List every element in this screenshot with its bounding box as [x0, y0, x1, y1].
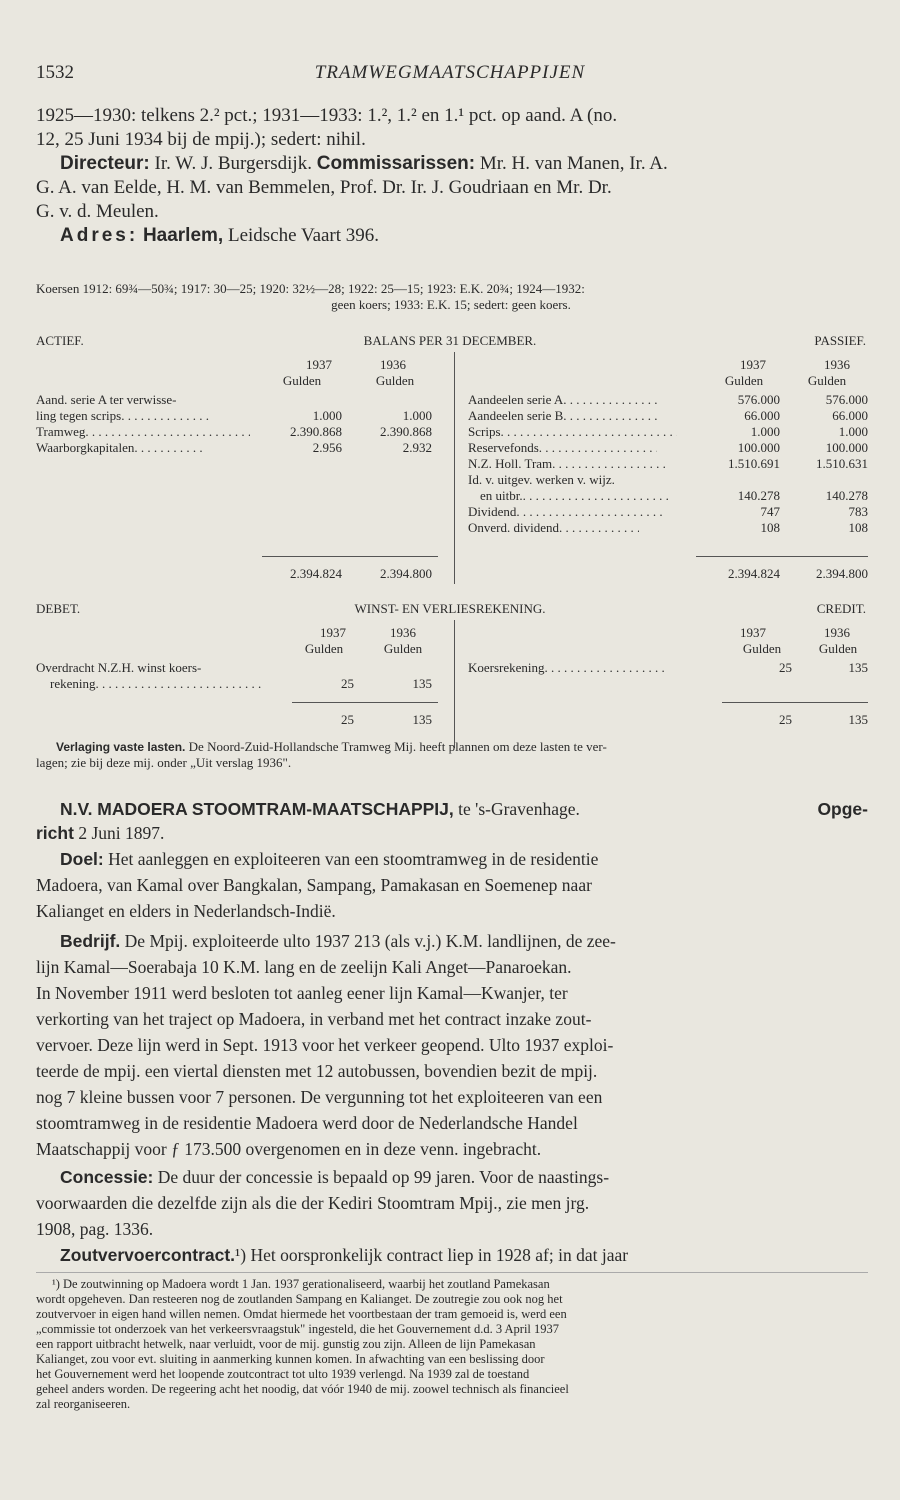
passief-row	[468, 408, 690, 423]
credit-total-rule	[722, 702, 868, 703]
bedrijf-text: De Mpij. exploiteerde ulto 1937 213 (als v.j.) K.M. landlijnen, de zee-	[120, 931, 616, 951]
credit-value-1937: 25	[779, 660, 792, 675]
actief-label: Aand. serie A ter verwisse-	[36, 392, 177, 407]
bedrijf-line-3: In November 1911 werd besloten tot aanleg eener lijn Kamal—Kwanjer, ter	[36, 983, 568, 1003]
zout-line-1	[60, 1244, 628, 1266]
zout-label: Zoutvervoercontract.	[60, 1245, 236, 1265]
actief-value: 2.956	[312, 440, 342, 455]
bedrijf-line-2: lijn Kamal—Soerabaja 10 K.M. lang en de zeelijn Kali Anget—Panaroekan.	[36, 957, 572, 977]
bedrijf-line-8: stoomtramweg in de residentie Madoera werd door de Nederlandsche Handel	[36, 1113, 578, 1133]
bedrijf-line-6: teerde de mpij. een viertal diensten met 12 autobussen, bovendien bezit de mpij.	[36, 1061, 598, 1081]
footnote-line-1: ¹) De zoutwinning op Madoera wordt 1 Jan. 1937 gerationaliseerd, waarbij het zoutland Pamekasan	[52, 1277, 550, 1291]
actief-year-1936: 1936	[380, 357, 406, 372]
directeur-label: Directeur:	[60, 153, 150, 174]
passief-value: 108	[760, 520, 780, 535]
verlaging-text: De Noord-Zuid-Hollandsche Tramweg Mij. heeft plannen om deze lasten te ver-	[185, 739, 607, 754]
adres-city: Haarlem,	[142, 225, 224, 246]
adres-line	[60, 224, 379, 248]
debet-value-1936: 135	[412, 676, 432, 691]
actief-label: Tramweg	[36, 424, 86, 439]
concessie-label: Concessie:	[60, 1167, 154, 1187]
credit-year-1937: 1937	[740, 625, 766, 640]
running-title: TRAMWEGMAATSCHAPPIJEN	[314, 62, 586, 83]
bedrijf-line-7: nog 7 kleine bussen voor 7 personen. De vergunning tot het exploiteeren van een	[36, 1087, 603, 1107]
page-number: 1532	[36, 62, 74, 83]
actief-label: Waarborgkapitalen	[36, 440, 135, 455]
passief-label: Dividend	[468, 504, 517, 519]
passief-value: 1.510.631	[816, 456, 868, 471]
footnote-line-9: zal reorganiseeren.	[36, 1397, 131, 1411]
actief-row	[36, 440, 258, 455]
actief-total-rule	[262, 556, 438, 557]
passief-value: 100.000	[737, 440, 780, 455]
bedrijf-line-1	[60, 930, 616, 952]
opgericht-label-1: Opge-	[817, 799, 868, 819]
debet-total-1937: 25	[341, 712, 354, 727]
commissarissen-line-3: G. v. d. Meulen.	[36, 201, 159, 222]
koersen-line-1: Koersen 1912: 69¾—50¾; 1917: 30—25; 1920: 32½—28; 1922: 25—15; 1923: E.K. 20¾; 1924—1932:	[36, 281, 585, 296]
passief-value: 66.000	[744, 408, 780, 423]
passief-row	[468, 520, 690, 535]
passief-row	[468, 440, 690, 455]
bedrijf-line-9: Maatschappij voor ƒ 173.500 overgenomen en in deze venn. ingebracht.	[36, 1139, 542, 1159]
passief-value: 140.278	[737, 488, 780, 503]
commissarissen-label: Commissarissen:	[316, 153, 476, 174]
footnote-line-8: geheel anders worden. De regeering acht het noodig, dat vóór 1940 de mij. zoowel technisch als financieel	[36, 1382, 569, 1396]
passief-label: Aandeelen serie B	[468, 408, 564, 423]
balans-divider	[454, 352, 455, 584]
passief-value: 576.000	[737, 392, 780, 407]
actief-total-1936: 2.394.800	[380, 566, 432, 581]
madoera-heading	[60, 798, 580, 820]
passief-value: 1.510.691	[728, 456, 780, 471]
commissarissen-text: Mr. H. van Manen, Ir. A.	[475, 153, 668, 174]
dividend-line-2: 12, 25 Juni 1934 bij de mpij.); sedert: nihil.	[36, 129, 366, 150]
passief-row	[468, 424, 690, 439]
opgericht-line	[36, 822, 164, 844]
passief-row	[468, 392, 690, 407]
opgericht-label-2: richt	[36, 823, 74, 843]
doel-line-2: Madoera, van Kamal over Bangkalan, Sampang, Pamakasan en Soemenep naar	[36, 875, 592, 895]
debet-year-1937: 1937	[320, 625, 346, 640]
passief-value: 576.000	[825, 392, 868, 407]
passief-label: Id. v. uitgev. werken v. wijz.	[468, 472, 615, 487]
actief-row	[36, 408, 258, 423]
concessie-line-3: 1908, pag. 1336.	[36, 1219, 154, 1239]
footnote-line-5: een rapport uitbracht hetwelk, naar verluidt, voor de mij. gunstig zou zijn. Alleen de lijn Pamekasan	[36, 1337, 536, 1351]
credit-total-1936: 135	[848, 712, 868, 727]
passief-value: 108	[848, 520, 868, 535]
actief-unit-1937: Gulden	[282, 373, 322, 388]
zout-footnote-ref: ¹)	[235, 1245, 247, 1265]
passief-value: 1.000	[750, 424, 780, 439]
winst-title: WINST- EN VERLIESREKENING.	[354, 601, 546, 616]
concessie-line-2: voorwaarden die dezelfde zijn als die der Kediri Stoomtram Mpij., zie men jrg.	[36, 1193, 590, 1213]
passief-value: 140.278	[825, 488, 868, 503]
footnote-line-4: „commissie tot onderzoek van het verkeersvraagstuk" ingesteld, die het Gouvernement d.d. 3 April 1937	[36, 1322, 560, 1336]
passief-value: 1.000	[838, 424, 868, 439]
doel-text: Het aanleggen en exploiteeren van een stoomtramweg in de residentie	[103, 849, 599, 869]
doel-line-3: Kalianget en elders in Nederlandsch-Indië.	[36, 901, 336, 921]
doel-label: Doel:	[60, 849, 104, 869]
passief-unit-1937: Gulden	[724, 373, 764, 388]
doel-line-1	[60, 848, 598, 870]
commissarissen-line-2: G. A. van Eelde, H. M. van Bemmelen, Prof. Dr. Ir. J. Goudriaan en Mr. Dr.	[36, 177, 612, 198]
credit-unit-1936: Gulden	[818, 641, 858, 656]
credit-year-1936: 1936	[824, 625, 850, 640]
directeur-text: Ir. W. J. Burgersdijk.	[149, 153, 312, 174]
debet-total-1936: 135	[412, 712, 432, 727]
footnote-line-3: zoutvervoer in eigen hand willen nemen. Omdat hiermede het voortbestaan der tram gemoeid is, werd een	[36, 1307, 567, 1321]
passief-title: PASSIEF.	[814, 333, 866, 348]
debet-value-1937: 25	[341, 676, 354, 691]
debet-row	[50, 676, 290, 691]
passief-value: 100.000	[825, 440, 868, 455]
debet-unit-1936: Gulden	[383, 641, 423, 656]
credit-value-1936: 135	[848, 660, 868, 675]
concessie-line-1	[60, 1166, 609, 1188]
bedrijf-line-4: verkorting van het traject op Madoera, in verband met het contract inzake zout-	[36, 1009, 592, 1029]
winst-divider	[454, 620, 455, 748]
passief-row	[468, 504, 690, 519]
passief-label: Aandeelen serie A	[468, 392, 564, 407]
company-seat: te 's-Gravenhage.	[453, 799, 580, 819]
passief-unit-1936: Gulden	[807, 373, 847, 388]
actief-unit-1936: Gulden	[375, 373, 415, 388]
debet-title: DEBET.	[36, 601, 81, 616]
passief-row	[468, 456, 690, 471]
dividend-line-1: 1925—1930: telkens 2.² pct.; 1931—1933: 1.², 1.² en 1.¹ pct. op aand. A (no.	[36, 105, 618, 126]
actief-title: ACTIEF.	[36, 333, 84, 348]
koersen-line-2: geen koers; 1933: E.K. 15; sedert: geen koers.	[331, 297, 571, 312]
actief-year-1937: 1937	[306, 357, 332, 372]
credit-row	[468, 660, 718, 675]
passief-total-1936: 2.394.800	[816, 566, 868, 581]
actief-value: 1.000	[312, 408, 342, 423]
balans-title: BALANS PER 31 DECEMBER.	[363, 333, 537, 348]
actief-value: 2.932	[402, 440, 432, 455]
credit-total-1937: 25	[779, 712, 792, 727]
debet-total-rule	[292, 702, 438, 703]
debet-label-2: rekening	[50, 676, 96, 691]
actief-value: 1.000	[402, 408, 432, 423]
passief-total-1937: 2.394.824	[728, 566, 780, 581]
verlaging-line-1	[56, 739, 607, 755]
passief-label: Scrips	[468, 424, 501, 439]
passief-total-rule	[696, 556, 868, 557]
actief-label: ling tegen scrips	[36, 408, 122, 423]
passief-value: 66.000	[832, 408, 868, 423]
actief-row	[36, 424, 258, 439]
adres-street: Leidsche Vaart 396.	[223, 225, 380, 246]
bedrijf-label: Bedrijf.	[60, 931, 121, 951]
passief-label: en uitbr.	[480, 488, 523, 503]
footnote-rule	[36, 1272, 868, 1273]
passief-year-1937: 1937	[740, 357, 766, 372]
passief-value: 747	[760, 504, 780, 519]
verlaging-line-2: lagen; zie bij deze mij. onder „Uit verslag 1936".	[36, 755, 292, 770]
passief-year-1936: 1936	[824, 357, 850, 372]
concessie-text: De duur der concessie is bepaald op 99 jaren. Voor de naastings-	[153, 1167, 610, 1187]
passief-value: 783	[848, 504, 868, 519]
footnote-line-6: Kalianget, zou voor evt. sluiting in aanmerking kunnen komen. In afwachting van een beslissing door	[36, 1352, 545, 1366]
debet-label-1: Overdracht N.Z.H. winst koers-	[36, 660, 202, 675]
directeur-line	[60, 152, 668, 176]
passief-label: Onverd. dividend	[468, 520, 559, 535]
actief-value: 2.390.868	[380, 424, 432, 439]
credit-title: CREDIT.	[816, 601, 866, 616]
adres-label: Adres:	[60, 225, 139, 246]
bedrijf-line-5: vervoer. Deze lijn werd in Sept. 1913 voor het verkeer geopend. Ulto 1937 exploi-	[36, 1035, 614, 1055]
verlaging-label: Verlaging vaste lasten.	[56, 740, 186, 754]
passief-label: Reservefonds	[468, 440, 539, 455]
zout-text: Het oorspronkelijk contract liep in 1928 af; in dat jaar	[246, 1245, 629, 1265]
actief-total-1937: 2.394.824	[290, 566, 342, 581]
footnote-line-7: het Gouvernement werd het loopende zoutcontract tot ulto 1939 verlengd. Na 1939 zal de toestand	[36, 1367, 530, 1381]
company-name: N.V. MADOERA STOOMTRAM-MAATSCHAPPIJ,	[60, 799, 454, 819]
actief-value: 2.390.868	[290, 424, 342, 439]
debet-year-1936: 1936	[390, 625, 416, 640]
credit-unit-1937: Gulden	[742, 641, 782, 656]
passief-label: N.Z. Holl. Tram	[468, 456, 553, 471]
footnote-line-2: wordt opgeheven. Dan resteeren nog de zoutlanden Sampang en Kalianget. De zoutregie zou ook nog het	[36, 1292, 563, 1306]
debet-unit-1937: Gulden	[304, 641, 344, 656]
credit-label: Koersrekening	[468, 660, 545, 675]
passief-row	[480, 488, 690, 503]
opgericht-date: 2 Juni 1897.	[73, 823, 165, 843]
